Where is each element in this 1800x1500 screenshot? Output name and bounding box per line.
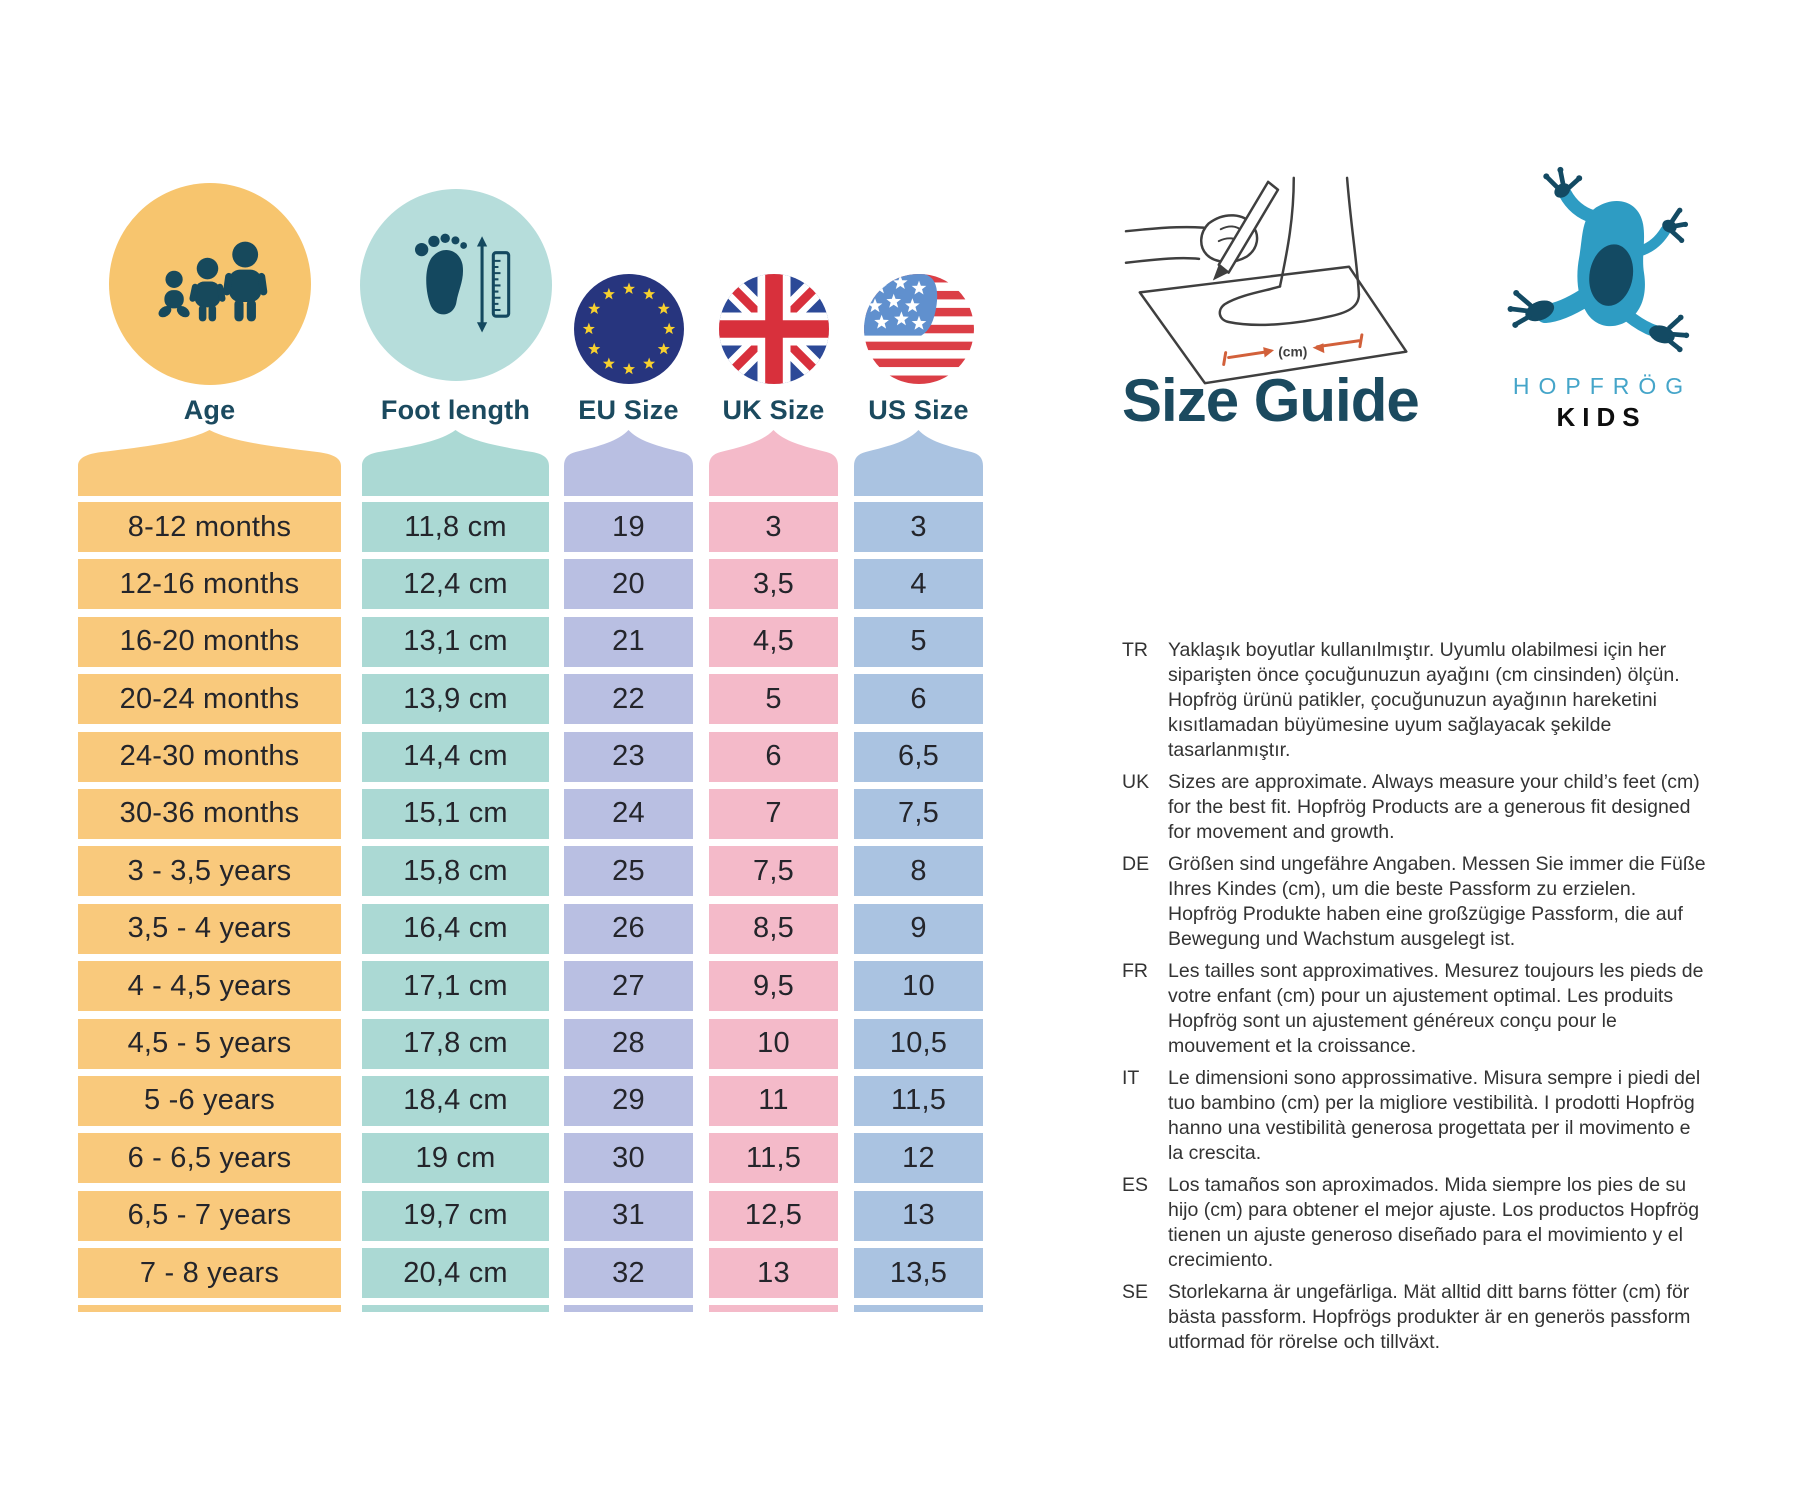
eu-cell: 19 [564,502,693,552]
eu-cells [564,502,693,1312]
us-cell: 5 [854,617,983,667]
age-cell: 6,5 - 7 years [78,1191,341,1241]
foot-cell: 12,4 cm [362,559,549,609]
us-cell: 10,5 [854,1019,983,1069]
size-column-age [78,183,341,1323]
us-cell: 7,5 [854,789,983,839]
foot-cell: 17,1 cm [362,961,549,1011]
foot-cells [362,502,549,1312]
language-code: TR [1122,639,1148,661]
us-flag-icon [864,274,974,384]
language-code: UK [1122,771,1150,793]
eu-cell: 24 [564,789,693,839]
us-cell: 3 [854,502,983,552]
language-code: DE [1122,853,1150,875]
uk-cell: 9,5 [709,961,838,1011]
eu-cell: 31 [564,1191,693,1241]
size-table [78,183,988,1323]
language-code: ES [1122,1174,1149,1196]
foot-length-icon-circle [360,189,552,381]
eu-cell: 26 [564,904,693,954]
age-cell: 3,5 - 4 years [78,904,341,954]
brand-sub: KIDS [1556,402,1647,432]
foot-cell: 15,8 cm [362,846,549,896]
size-column-foot-length [362,183,549,1323]
us-column-cap [854,430,983,496]
us-cell: 10 [854,961,983,1011]
language-text: Storlekarna är ungefärliga. Mät alltid ditt barns fötter (cm) för bästa passform. Hopfrögs produkter är en generös passform utformad för rörelse och tillväxt. [1168,1281,1691,1353]
brand-logo [1496,166,1700,433]
age-cell: 16-20 months [78,617,341,667]
language-code: SE [1122,1281,1149,1303]
age-cell: 4,5 - 5 years [78,1019,341,1069]
age-cell: 6 - 6,5 years [78,1133,341,1183]
column-header-foot-length: Foot length [380,395,531,425]
age-cell: 7 - 8 years [78,1248,341,1298]
foot-cell: 13,1 cm [362,617,549,667]
age-cell: 20-24 months [78,674,341,724]
us-cells [854,502,983,1312]
eu-cell: 21 [564,617,693,667]
foot-cell: 19,7 cm [362,1191,549,1241]
foot-cell: 20,4 cm [362,1248,549,1298]
language-text: Los tamaños son aproximados. Mida siempre los pies de su hijo (cm) para obtener el mejor ajuste. Los productos Hopfrög tienen un ajuste generoso diseñado para el movimiento y el crecimiento. [1168,1174,1700,1271]
eu-cell: 32 [564,1248,693,1298]
uk-flag-circle [719,274,829,384]
foot-cell: 17,8 cm [362,1019,549,1069]
cropped-row-sliver [854,1305,983,1312]
language-note-de [1122,852,1706,952]
cropped-row-sliver [709,1305,838,1312]
age-cell: 3 - 3,5 years [78,846,341,896]
uk-cell: 8,5 [709,904,838,954]
age-cell: 5 -6 years [78,1076,341,1126]
us-cell: 12 [854,1133,983,1183]
eu-cell: 25 [564,846,693,896]
language-note-uk [1122,770,1706,845]
uk-cell: 5 [709,674,838,724]
us-cell: 13,5 [854,1248,983,1298]
size-column-uk [709,183,838,1323]
language-text: Yaklaşık boyutlar kullanılmıştır. Uyumlu olabilmesi için her siparişten önce çocuğunuzun ayağını (cm cinsinden) ölçün. Hopfrög ürünü patikler, çocuğunuzun ayağının hareketini kısıtlamadan büyümesine uyum sağlayacak şekilde tasarlanmıştır. [1168,639,1680,761]
uk-cells [709,502,838,1312]
uk-cell: 12,5 [709,1191,838,1241]
uk-cell: 13 [709,1248,838,1298]
eu-cell: 30 [564,1133,693,1183]
eu-cell: 22 [564,674,693,724]
age-cell: 30-36 months [78,789,341,839]
us-cell: 9 [854,904,983,954]
uk-column-cap [709,430,838,496]
uk-cell: 3 [709,502,838,552]
foot-cell: 19 cm [362,1133,549,1183]
cm-label: (cm) [1278,343,1308,360]
age-cell: 24-30 months [78,732,341,782]
language-note-fr [1122,959,1706,1059]
eu-column-cap [564,430,693,496]
eu-cell: 28 [564,1019,693,1069]
eu-cell: 23 [564,732,693,782]
uk-cell: 10 [709,1019,838,1069]
language-note-tr [1122,638,1706,763]
eu-cell: 29 [564,1076,693,1126]
size-column-eu [564,183,693,1323]
language-notes [1122,638,1706,1362]
uk-cell: 7 [709,789,838,839]
uk-cell: 11 [709,1076,838,1126]
page-title: Size Guide [1122,367,1419,434]
us-flag-circle [864,274,974,384]
age-cells [78,502,341,1312]
foot-cell: 18,4 cm [362,1076,549,1126]
cropped-row-sliver [564,1305,693,1312]
language-text: Le dimensioni sono approssimative. Misura sempre i piedi del tuo bambino (cm) per la migliore vestibilità. I prodotti Hopfrög hanno una vestibilità generosa progettata per il movimento e la crescita. [1168,1067,1701,1164]
foot-cell: 11,8 cm [362,502,549,552]
language-text: Sizes are approximate. Always measure your child’s feet (cm) for the best fit. Hopfrög Products are a generous fit designed for movement and growth. [1168,771,1700,843]
foot-cell: 14,4 cm [362,732,549,782]
column-header-eu-size: EU Size [578,395,679,425]
frog-logo-icon [1504,166,1692,372]
foot-cell: 16,4 cm [362,904,549,954]
age-cell: 12-16 months [78,559,341,609]
eu-flag-circle [574,274,684,384]
eu-flag-icon [574,274,684,384]
us-cell: 13 [854,1191,983,1241]
uk-cell: 7,5 [709,846,838,896]
cropped-row-sliver [362,1305,549,1312]
foot-measure-illustration [1124,170,1430,392]
children-icon [145,219,274,348]
us-cell: 8 [854,846,983,896]
language-code: FR [1122,960,1148,982]
eu-cell: 20 [564,559,693,609]
foot-cell: 15,1 cm [362,789,549,839]
us-cell: 6,5 [854,732,983,782]
column-header-uk-size: UK Size [722,395,825,425]
column-header-us-size: US Size [868,395,969,425]
uk-cell: 3,5 [709,559,838,609]
foot-ruler-icon [394,224,517,347]
size-column-us [854,183,983,1323]
age-icon-circle [109,183,311,385]
cropped-row-sliver [78,1305,341,1312]
foot-cell: 13,9 cm [362,674,549,724]
uk-flag-icon [719,274,829,384]
language-text: Größen sind ungefähre Angaben. Messen Sie immer die Füße Ihres Kindes (cm), um die beste Passform zu erzielen. Hopfrög Produkte haben eine großzügige Passform, die auf Bewegung und Wachstum ausgelegt ist. [1168,853,1706,950]
eu-cell: 27 [564,961,693,1011]
us-cell: 4 [854,559,983,609]
language-note-es [1122,1173,1706,1273]
language-text: Les tailles sont approximatives. Mesurez toujours les pieds de votre enfant (cm) pour un ajustement optimal. Les produits Hopfrög sont un ajustement généreux conçu pour le mouvement et la croissance. [1168,960,1704,1057]
language-code: IT [1122,1067,1140,1089]
us-cell: 6 [854,674,983,724]
uk-cell: 6 [709,732,838,782]
age-cell: 8-12 months [78,502,341,552]
age-cell: 4 - 4,5 years [78,961,341,1011]
language-note-se [1122,1280,1706,1355]
language-note-it [1122,1066,1706,1166]
brand-name: HOPFRÖG [1512,373,1693,399]
us-cell: 11,5 [854,1076,983,1126]
uk-cell: 4,5 [709,617,838,667]
uk-cell: 11,5 [709,1133,838,1183]
column-header-age: Age [183,395,236,425]
age-column-cap [78,430,341,496]
foot-column-cap [362,430,549,496]
